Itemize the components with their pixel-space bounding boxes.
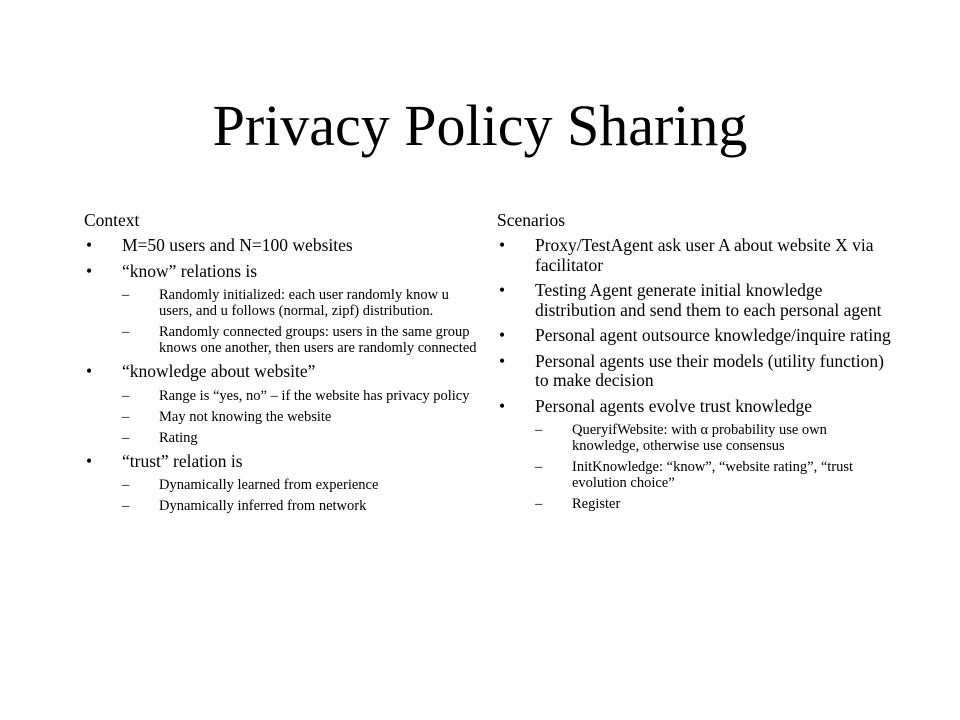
context-subitem-text: Rating [159, 429, 198, 446]
scenario-item-text: Testing Agent generate initial knowledge distribution and send them to each personal agent [535, 280, 882, 320]
dash-icon: – [535, 459, 543, 475]
context-heading: Context [84, 210, 140, 230]
scenario-item-text: Personal agent outsource knowledge/inquire rating [535, 325, 891, 345]
scenario-subitem-text: Register [572, 496, 621, 512]
context-sublist [122, 287, 484, 356]
dash-icon: – [535, 422, 543, 438]
scenario-item-text: Personal agents use their models (utility function) to make decision [535, 350, 884, 390]
context-item [84, 236, 484, 256]
context-item [84, 262, 484, 357]
dash-icon: – [535, 496, 543, 512]
context-sublist [122, 388, 484, 446]
context-item-text: “know” relations is [122, 260, 258, 281]
scenario-item [497, 326, 897, 346]
slide-title: Privacy Policy Sharing [212, 93, 748, 158]
context-item-text: “knowledge about website” [122, 361, 316, 381]
context-subitem [122, 388, 484, 404]
dash-icon: – [122, 477, 130, 493]
bullet-icon: • [499, 395, 506, 416]
scenarios-heading: Scenarios [497, 210, 566, 230]
scenario-subitem [535, 496, 897, 512]
scenarios-list [497, 236, 897, 512]
scenario-sublist [535, 422, 897, 512]
scenario-item [497, 352, 897, 391]
bullet-icon: • [499, 280, 506, 300]
dash-icon: – [122, 287, 130, 303]
context-item-text: “trust” relation is [122, 450, 243, 471]
context-subitem-text: Range is “yes, no” – if the website has privacy policy [159, 387, 470, 404]
context-subitem-text: May not knowing the website [159, 408, 332, 425]
context-subitem [122, 324, 484, 356]
scenarios-column [497, 210, 897, 518]
scenario-subitem [535, 459, 897, 491]
scenario-item-text: Proxy/TestAgent ask user A about website X via facilitator [535, 235, 874, 275]
dash-icon: – [122, 408, 130, 425]
context-subitem [122, 287, 484, 319]
bullet-icon: • [86, 260, 93, 281]
dash-icon: – [122, 324, 130, 340]
bullet-icon: • [499, 325, 506, 345]
context-subitem-text: Randomly connected groups: users in the same group knows one another, then users are randomly connected [159, 324, 477, 356]
scenario-item [497, 236, 897, 275]
context-list [84, 236, 484, 514]
context-subitem-text: Randomly initialized: each user randomly know u users, and u follows (normal, zipf) distribution. [159, 287, 449, 319]
bullet-icon: • [86, 450, 93, 471]
context-sublist [122, 477, 484, 514]
context-item [84, 452, 484, 515]
dash-icon: – [122, 498, 130, 514]
context-item-text: M=50 users and N=100 websites [122, 235, 353, 255]
context-subitem [122, 498, 484, 514]
scenario-item [497, 397, 897, 513]
context-subitem-text: Dynamically inferred from network [159, 498, 367, 514]
bullet-icon: • [86, 235, 93, 255]
dash-icon: – [122, 429, 130, 446]
context-item [84, 362, 484, 446]
bullet-icon: • [86, 361, 93, 381]
scenario-item [497, 281, 897, 320]
context-subitem [122, 430, 484, 446]
scenario-subitem-text: QueryifWebsite: with α probability use own knowledge, otherwise use consensus [572, 422, 827, 454]
bullet-icon: • [499, 350, 506, 371]
scenario-subitem-text: InitKnowledge: “know”, “website rating”, “trust evolution choice” [572, 459, 854, 491]
scenario-subitem [535, 422, 897, 454]
context-subitem-text: Dynamically learned from experience [159, 477, 379, 493]
context-subitem [122, 409, 484, 425]
scenario-item-text: Personal agents evolve trust knowledge [535, 395, 813, 416]
context-column [84, 210, 484, 520]
dash-icon: – [122, 387, 130, 404]
bullet-icon: • [499, 235, 506, 255]
context-subitem [122, 477, 484, 493]
